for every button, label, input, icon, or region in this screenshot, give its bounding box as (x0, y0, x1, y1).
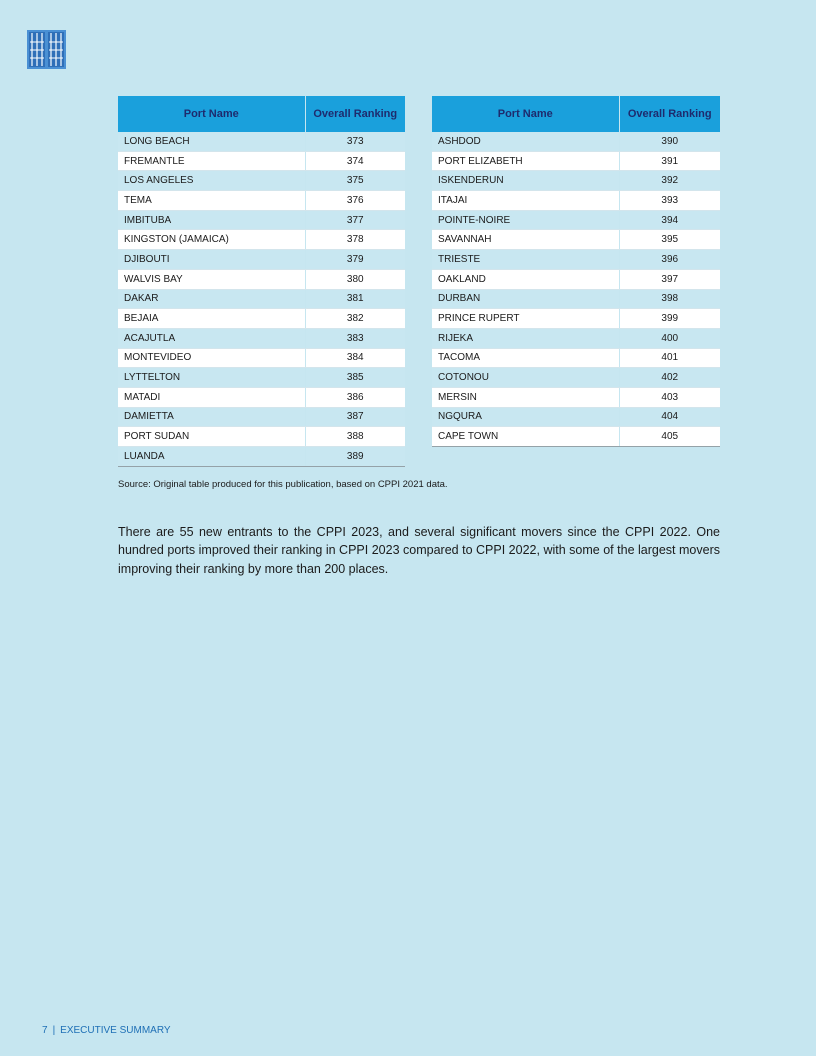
overall-ranking-cell: 381 (305, 289, 405, 309)
port-name-cell: FREMANTLE (118, 151, 305, 171)
table-row (432, 309, 720, 329)
port-name-cell: MERSIN (432, 387, 619, 407)
table-row (118, 368, 405, 388)
table-row (118, 328, 405, 348)
table-row (432, 171, 720, 191)
overall-ranking-cell: 393 (619, 191, 720, 211)
port-name-cell: PORT ELIZABETH (432, 151, 619, 171)
port-name-cell: ASHDOD (432, 132, 619, 151)
port-name-cell: DAMIETTA (118, 407, 305, 427)
port-name-cell: DURBAN (432, 289, 619, 309)
column-header-port-name: Port Name (432, 96, 619, 132)
overall-ranking-cell: 392 (619, 171, 720, 191)
overall-ranking-cell: 404 (619, 407, 720, 427)
table-row (432, 132, 720, 151)
table-row (432, 230, 720, 250)
table-header-row (432, 96, 720, 132)
port-name-cell: MONTEVIDEO (118, 348, 305, 368)
port-name-cell: TACOMA (432, 348, 619, 368)
table-row (118, 427, 405, 447)
port-name-cell: COTONOU (432, 368, 619, 388)
table-row (118, 407, 405, 427)
column-header-overall-ranking: Overall Ranking (305, 96, 405, 132)
overall-ranking-cell: 377 (305, 210, 405, 230)
port-name-cell: TEMA (118, 191, 305, 211)
table-row (432, 269, 720, 289)
column-header-port-name: Port Name (118, 96, 305, 132)
port-name-cell: LYTTELTON (118, 368, 305, 388)
overall-ranking-cell: 388 (305, 427, 405, 447)
footer-separator: | (52, 1025, 56, 1036)
shipping-containers-icon (27, 30, 66, 69)
overall-ranking-cell: 380 (305, 269, 405, 289)
overall-ranking-cell: 390 (619, 132, 720, 151)
overall-ranking-cell: 386 (305, 387, 405, 407)
port-name-cell: WALVIS BAY (118, 269, 305, 289)
port-name-cell: PRINCE RUPERT (432, 309, 619, 329)
overall-ranking-cell: 397 (619, 269, 720, 289)
overall-ranking-cell: 383 (305, 328, 405, 348)
table-row (118, 132, 405, 151)
port-name-cell: ISKENDERUN (432, 171, 619, 191)
overall-ranking-cell: 373 (305, 132, 405, 151)
overall-ranking-cell: 402 (619, 368, 720, 388)
table-row (432, 348, 720, 368)
page-footer (42, 1025, 171, 1036)
port-name-cell: BEJAIA (118, 309, 305, 329)
table-row (432, 289, 720, 309)
port-name-cell: DAKAR (118, 289, 305, 309)
port-name-cell: POINTE-NOIRE (432, 210, 619, 230)
table-header-row (118, 96, 405, 132)
table-row (118, 191, 405, 211)
table-row (432, 368, 720, 388)
port-name-cell: TRIESTE (432, 250, 619, 270)
overall-ranking-cell: 375 (305, 171, 405, 191)
table-row (118, 250, 405, 270)
table-row (432, 407, 720, 427)
port-name-cell: SAVANNAH (432, 230, 619, 250)
overall-ranking-cell: 379 (305, 250, 405, 270)
overall-ranking-cell: 391 (619, 151, 720, 171)
port-name-cell: NGQURA (432, 407, 619, 427)
page-number: 7 (42, 1025, 48, 1036)
table-row (432, 328, 720, 348)
port-name-cell: KINGSTON (JAMAICA) (118, 230, 305, 250)
overall-ranking-cell: 385 (305, 368, 405, 388)
table-row (432, 387, 720, 407)
table-row (432, 191, 720, 211)
port-ranking-table-left (118, 96, 405, 467)
overall-ranking-cell: 374 (305, 151, 405, 171)
table-source-note: Source: Original table produced for this publication, based on CPPI 2021 data. (118, 479, 448, 490)
table-row (118, 171, 405, 191)
overall-ranking-cell: 398 (619, 289, 720, 309)
table-row (118, 289, 405, 309)
port-name-cell: OAKLAND (432, 269, 619, 289)
column-header-overall-ranking: Overall Ranking (619, 96, 720, 132)
table-row (118, 447, 405, 467)
port-name-cell: LUANDA (118, 447, 305, 467)
overall-ranking-cell: 395 (619, 230, 720, 250)
port-name-cell: ACAJUTLA (118, 328, 305, 348)
port-name-cell: MATADI (118, 387, 305, 407)
port-name-cell: ITAJAI (432, 191, 619, 211)
port-name-cell: IMBITUBA (118, 210, 305, 230)
port-name-cell: RIJEKA (432, 328, 619, 348)
port-name-cell: CAPE TOWN (432, 427, 619, 447)
overall-ranking-cell: 387 (305, 407, 405, 427)
body-paragraph: There are 55 new entrants to the CPPI 2023, and several significant movers since the CPPI 2022. One hundred ports improved their ranking in CPPI 2023 compared to CPPI 2022, with some of the largest movers improving their ranking by more than 200 places. (118, 524, 720, 576)
footer-section-title: EXECUTIVE SUMMARY (60, 1025, 171, 1036)
table-row (118, 269, 405, 289)
overall-ranking-cell: 396 (619, 250, 720, 270)
table-row (432, 427, 720, 447)
overall-ranking-cell: 405 (619, 427, 720, 447)
table-row (432, 250, 720, 270)
table-row (432, 210, 720, 230)
overall-ranking-cell: 394 (619, 210, 720, 230)
table-row (118, 387, 405, 407)
overall-ranking-cell: 376 (305, 191, 405, 211)
table-row (118, 210, 405, 230)
table-row (118, 151, 405, 171)
overall-ranking-cell: 400 (619, 328, 720, 348)
overall-ranking-cell: 384 (305, 348, 405, 368)
overall-ranking-cell: 399 (619, 309, 720, 329)
table-row (118, 348, 405, 368)
overall-ranking-cell: 389 (305, 447, 405, 467)
overall-ranking-cell: 401 (619, 348, 720, 368)
port-name-cell: DJIBOUTI (118, 250, 305, 270)
overall-ranking-cell: 382 (305, 309, 405, 329)
overall-ranking-cell: 403 (619, 387, 720, 407)
port-ranking-table-right (432, 96, 720, 447)
port-name-cell: LOS ANGELES (118, 171, 305, 191)
overall-ranking-cell: 378 (305, 230, 405, 250)
port-name-cell: LONG BEACH (118, 132, 305, 151)
table-row (432, 151, 720, 171)
table-row (118, 309, 405, 329)
port-name-cell: PORT SUDAN (118, 427, 305, 447)
table-row (118, 230, 405, 250)
